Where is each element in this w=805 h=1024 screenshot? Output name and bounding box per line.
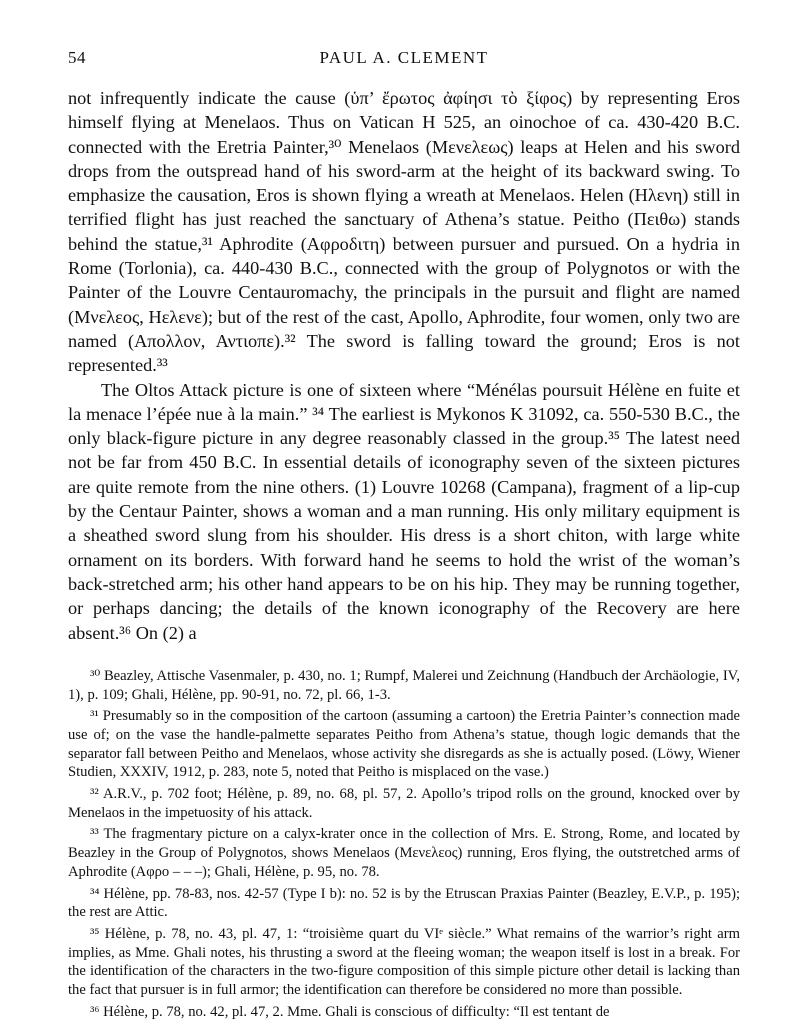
footnote-33: ³³ The fragmentary picture on a calyx-krater once in the collection of Mrs. E. Strong, Rome, and located by Beazley in the Group of Polygnotos, shows Menelaos (Μενελεος) running, Eros flying, the outstretched arms of Aphrodite (Αφρο – – –); Ghali, Hélène, p. 95, no. 78. [68, 826, 740, 880]
footnote-31: ³¹ Presumably so in the composition of the cartoon (assuming a cartoon) the Eretria Painter’s connection made use of; on the vase the handle-palmette separates Peitho from Athena’s statue, though logic demands that the separator fall between Peitho and Menelaos, whose activity she disregards as she is actually posed. (Löwy, Wiener Studien, XXXIV, 1912, p. 283, note 5, noted that Peitho is misplaced on the vase.) [68, 708, 740, 781]
footnote-36: ³⁶ Hélène, p. 78, no. 42, pl. 47, 2. Mme. Ghali is conscious of difficulty: “Il est tentant de [90, 1003, 610, 1020]
footnote-34: ³⁴ Hélène, pp. 78-83, nos. 42-57 (Type I b): no. 52 is by the Etruscan Praxias Painter (Beazley, E.V.P., p. 195); the rest are Attic. [68, 885, 740, 921]
page-number: 54 [68, 48, 86, 67]
paragraph-2: The Oltos Attack picture is one of sixteen where “Ménélas poursuit Hélène en fuite et la menace l’épée nue à la main.” ³⁴ The earliest is Mykonos K 31092, ca. 550-530 B.C., the only black-figure picture in any degree reasonably classed in the group.³⁵ The latest need not be far from 450 B.C. In essential details of iconography seven of the sixteen pictures are quite remote from the nine others. (1) Louvre 10268 (Campana), fragment of a lip-cup by the Centaur Painter, shows a woman and a man running. His only military equipment is a sheathed sword slung from his shoulder. His dress is a short chiton, with large white ornament on its borders. With forward hand he seems to hold the wrist of the woman’s back-stretched arm; his other hand appears to be on his hip. They may be running together, or perhaps dancing; the details of the known iconography of the Recovery are here absent.³⁶ On (2) a [68, 379, 740, 643]
footnote-32: ³² A.R.V., p. 702 foot; Hélène, p. 89, no. 68, pl. 57, 2. Apollo’s tripod rolls on the ground, knocked over by Menelaos in the impetuosity of his attack. [68, 786, 740, 821]
journal-page [68, 48, 740, 1024]
body-text [68, 86, 740, 645]
footnote-35: ³⁵ Hélène, p. 78, no. 43, pl. 47, 1: “troisième quart du VIᵉ siècle.” What remains of the warrior’s right arm implies, as Mme. Ghali notes, his thrusting a sword at the fleeing woman; the weapon itself is lost in a break. For the identification of the characters in the two-figure composition of this simple picture other detail is lacking than the fact that pursuer is in full armor; the identification can therefore be considered no more than possible. [68, 925, 740, 999]
paragraph-1: not infrequently indicate the cause (ὑπ’ ἔρωτος ἀφίησι τὸ ξίφος) by representing Eros himself flying at Menelaos. Thus on Vatican H 525, an oinochoe of ca. 430-420 B.C. connected with the Eretria Painter,³⁰ Menelaos (Μενελεως) leaps at Helen and his sword drops from the outspread hand of his sword-arm at the height of its backward swing. To emphasize the causation, Eros is shown flying a wreath at Menelaos. Helen (Ηλενη) still in terrified flight has just reached the sanctuary of Athena’s statue. Peitho (Πειθω) stands behind the statue,³¹ Aphrodite (Αφροδιτη) between pursuer and pursued. On a hydria in Rome (Torlonia), ca. 440-430 B.C., connected with the group of Polygnotos or with the Painter of the Louvre Centauromachy, the principals in the pursuit and flight are named (Μνελεος, Ηελενε); but of the rest of the cast, Apollo, Aphrodite, four women, only two are named (Απολλον, Αντιοπε).³² The sword is falling toward the ground; Eros is not represented.³³ [68, 88, 740, 376]
footnote-30: ³⁰ Beazley, Attische Vasenmaler, p. 430, no. 1; Rumpf, Malerei und Zeichnung (Handbuch der Archäologie, IV, 1), p. 109; Ghali, Hélène, pp. 90-91, no. 72, pl. 66, 1-3. [68, 667, 740, 703]
page-header [68, 48, 740, 74]
footnotes [68, 667, 740, 1022]
running-head: PAUL A. CLEMENT [319, 48, 489, 67]
